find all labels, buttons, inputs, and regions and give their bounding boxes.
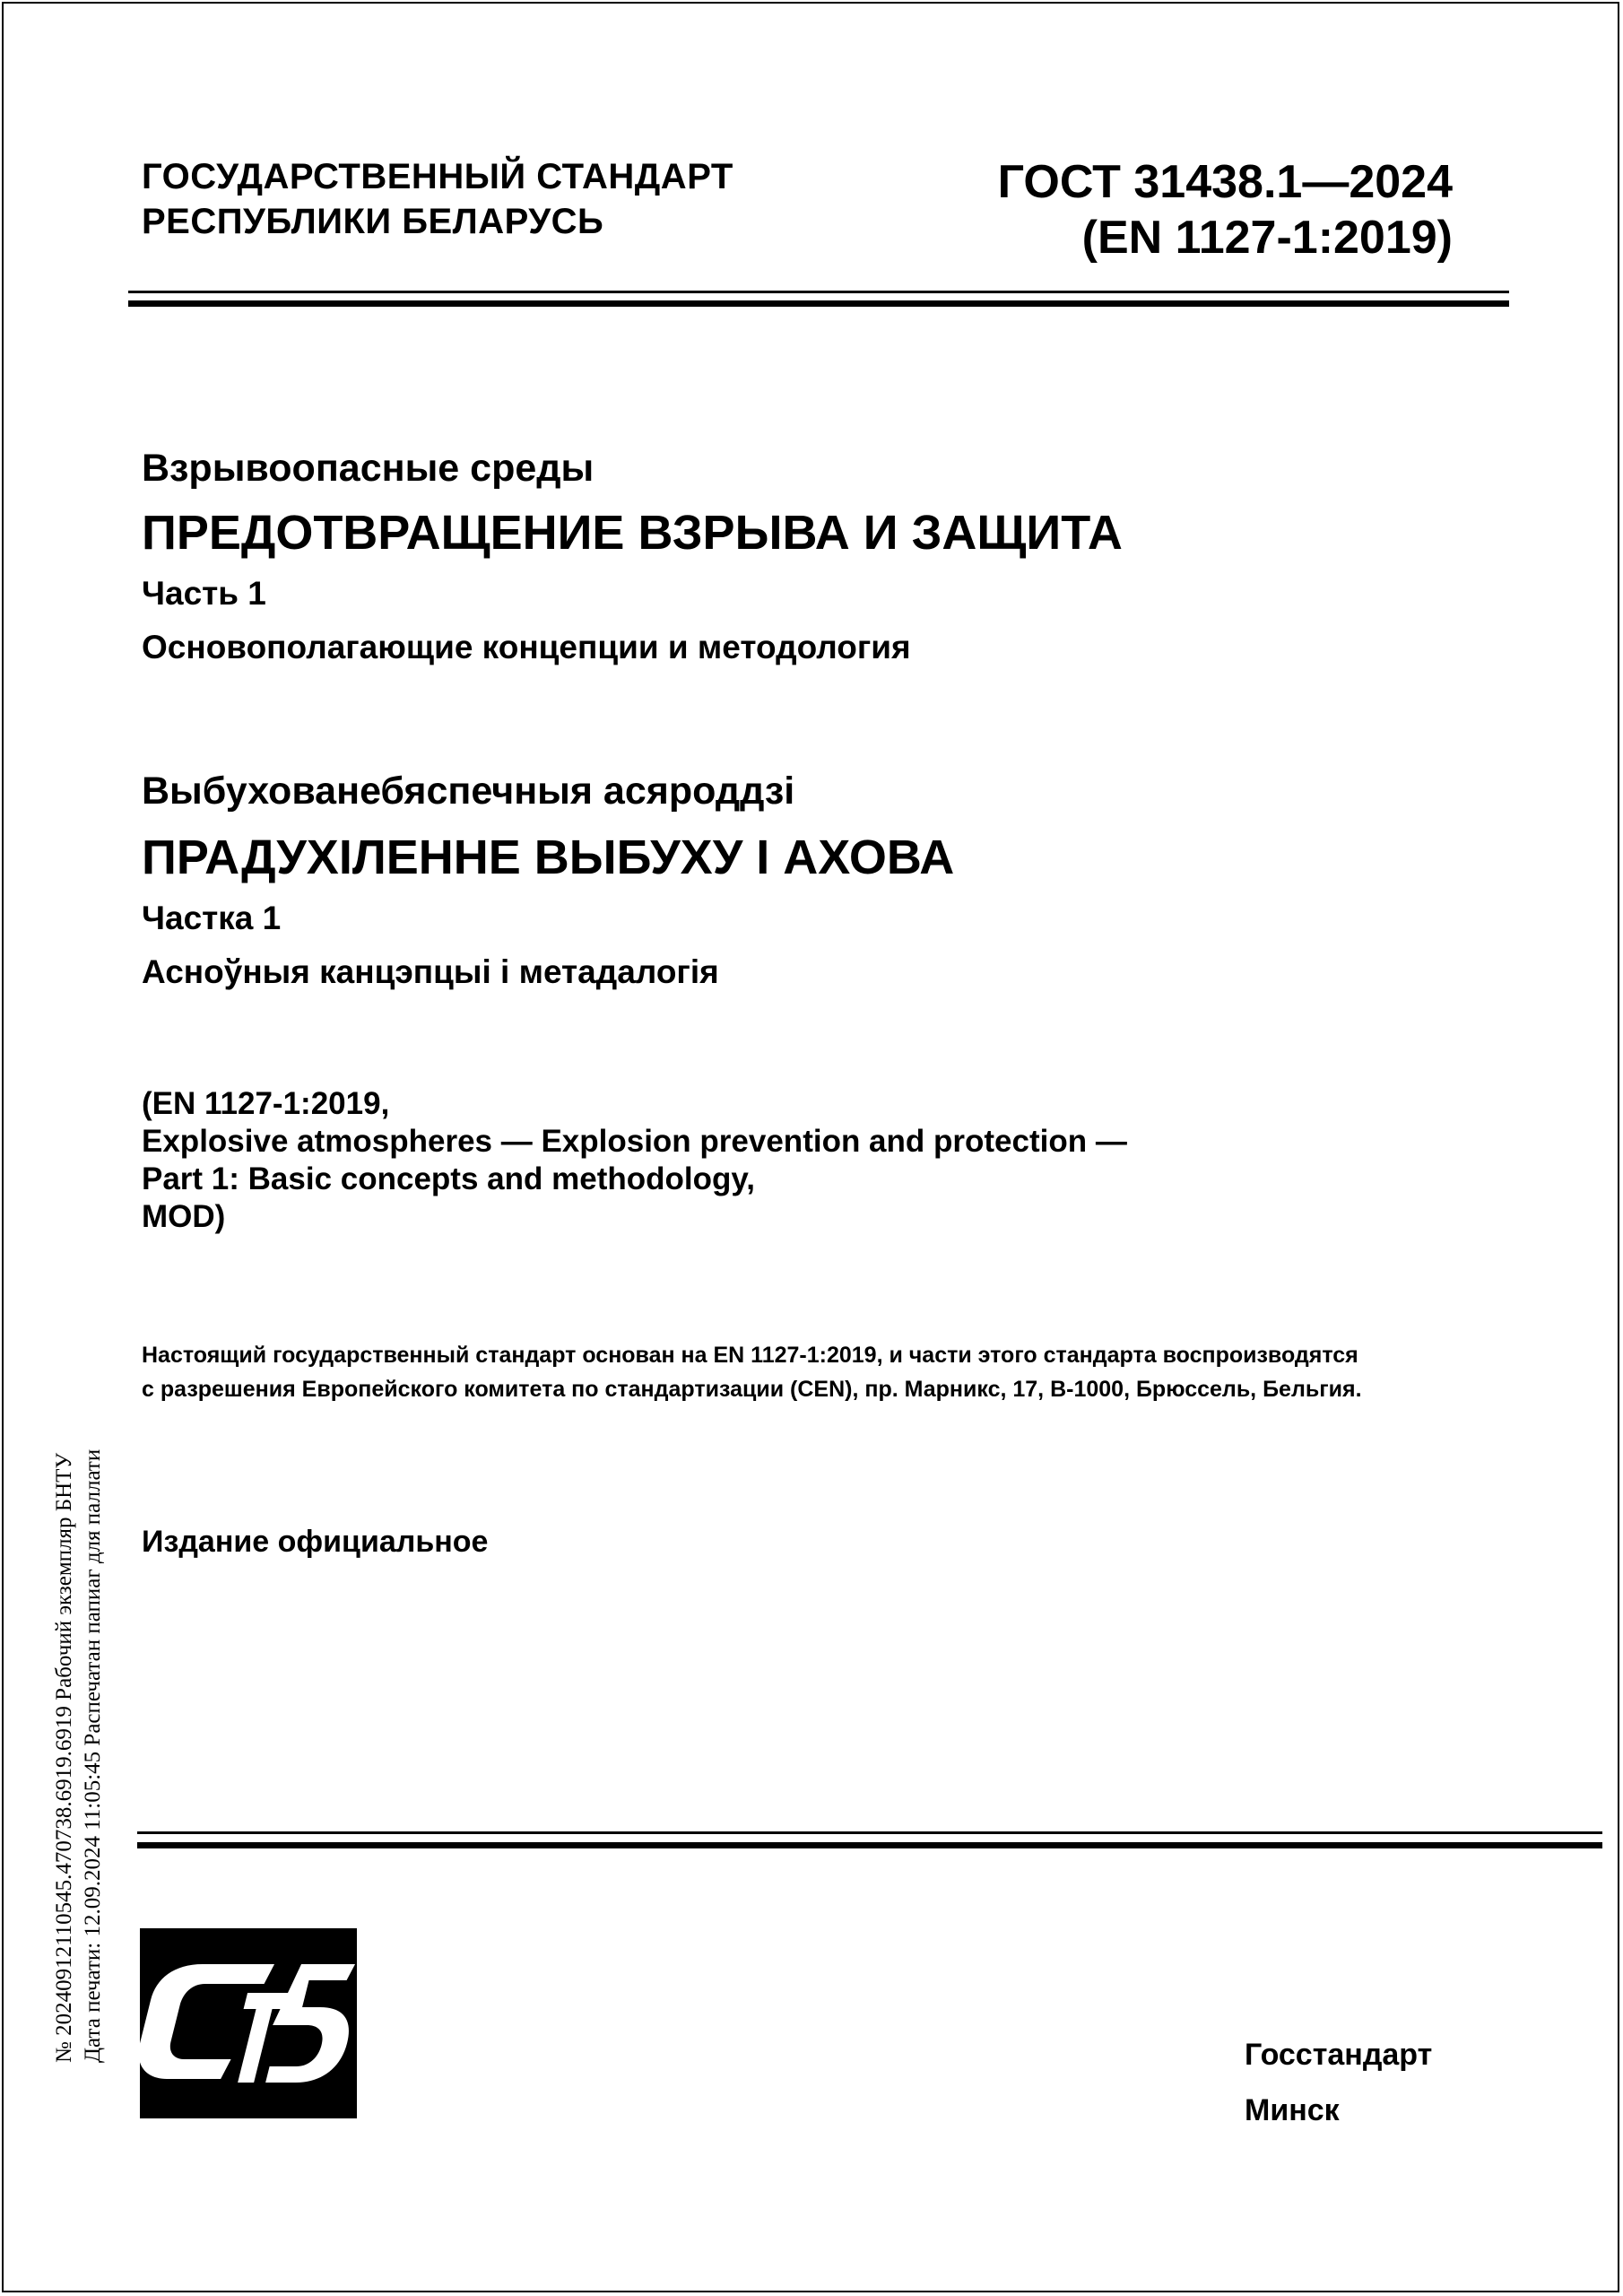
title-en-line2: Explosive atmospheres — Explosion prevention and protection — <box>142 1124 1127 1159</box>
print-stamp-line2: Дата печати: 12.09.2024 11:05:45 Распечатан папиаг для паллати <box>81 1448 105 2063</box>
standard-code-line1: ГОСТ 31438.1—2024 <box>997 156 1453 208</box>
title-en-line3: Part 1: Basic concepts and methodology, <box>142 1161 755 1196</box>
title-ru-part: Часть 1 <box>142 575 266 612</box>
copyright-note-line2: с разрешения Европейского комитета по стандартизации (CEN), пр. Марникс, 17, B-1000, Брюссель, Бельгия. <box>142 1377 1362 1402</box>
stb-logo-mark <box>140 1928 357 2118</box>
title-en-line1: (EN 1127-1:2019, <box>142 1086 390 1121</box>
footer-rule-thick <box>137 1842 1602 1848</box>
print-stamp-line1: № 20240912110545.470738.6919.6919 Рабочий экземпляр БНТУ <box>52 1452 76 2063</box>
title-by-main: ПРАДУХІЛЕННЕ ВЫБУХУ І АХОВА <box>142 831 955 884</box>
title-en-block <box>142 1085 1127 1236</box>
title-by-part-title: Асноўныя канцэпцыі і метадалогія <box>142 953 719 990</box>
stb-logo <box>140 1928 357 2118</box>
print-stamp <box>50 987 108 2063</box>
title-by-part: Частка 1 <box>142 900 282 936</box>
header-rule-thick <box>128 300 1509 307</box>
standard-type-line2: РЕСПУБЛИКИ БЕЛАРУСЬ <box>142 202 604 241</box>
copyright-note-line1: Настоящий государственный стандарт основан на EN 1127-1:2019, и части этого стандарта воспроизводятся <box>142 1343 1358 1368</box>
standard-code-line2: (EN 1127-1:2019) <box>1081 212 1453 264</box>
title-ru-main: ПРЕДОТВРАЩЕНИЕ ВЗРЫВА И ЗАЩИТА <box>142 506 1123 560</box>
standard-code <box>998 154 1453 265</box>
edition-label: Издание официальное <box>142 1525 489 1559</box>
standard-type-line1: ГОСУДАРСТВЕННЫЙ СТАНДАРТ <box>142 157 733 196</box>
footer-rule-thin <box>137 1831 1602 1834</box>
copyright-note <box>142 1338 1362 1406</box>
title-ru-subtitle: Взрывоопасные среды <box>142 447 595 490</box>
publisher-city: Минск <box>1245 2093 1340 2127</box>
title-en-line4: MOD) <box>142 1199 226 1234</box>
title-by-subtitle: Выбухованебяспечныя асяроддзі <box>142 770 795 813</box>
title-ru-part-title: Основополагающие концепции и методология <box>142 629 911 665</box>
publisher-name: Госстандарт <box>1245 2038 1433 2072</box>
standard-type-heading <box>142 154 733 244</box>
header-rule-thin <box>128 291 1509 293</box>
